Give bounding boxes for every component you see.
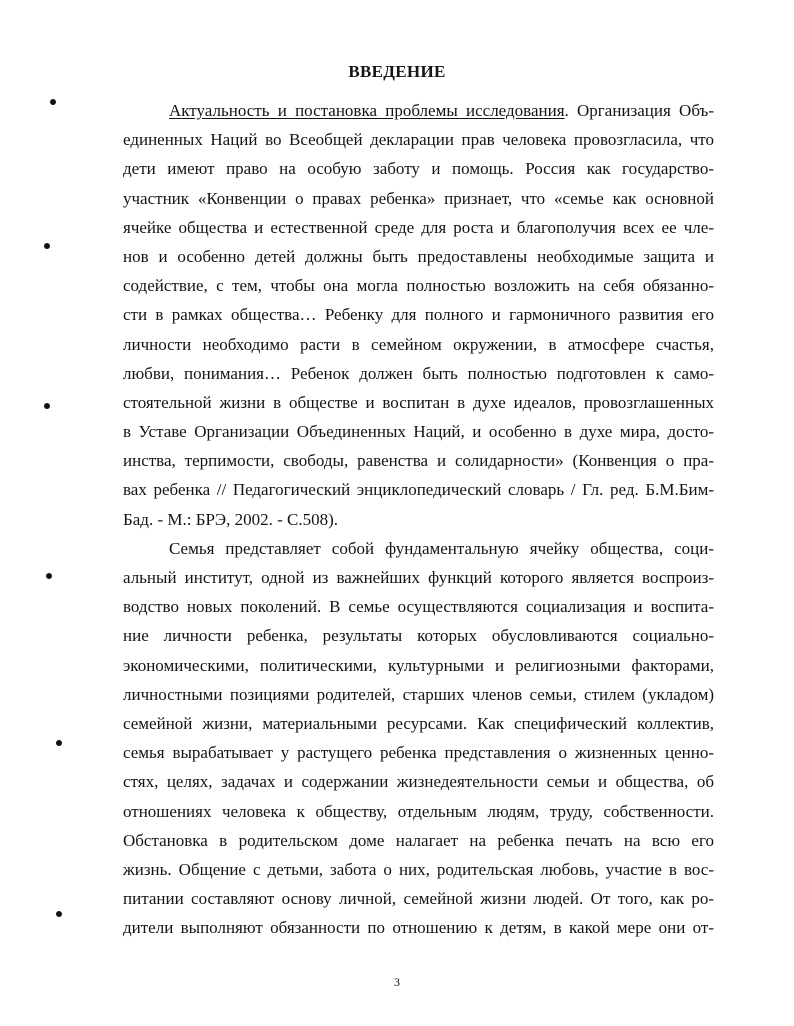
- margin-bullet-icon: [56, 911, 62, 917]
- margin-bullet-icon: [44, 243, 50, 249]
- paragraph-line: экономическими, политическими, культурными и религиозными факторами,: [123, 655, 714, 675]
- paragraph-line: любви, понимания… Ребенок должен быть полностью подготовлен к само-: [123, 363, 714, 383]
- paragraph-line: участник «Конвенции о правах ребенка» признает, что «семье как основной: [123, 188, 714, 208]
- paragraph-line: питании составляют основу личной, семейной жизни людей. От того, как ро-: [123, 889, 714, 909]
- paragraph-line: стоятельной жизни в обществе и воспитан в духе идеалов, провозглашенных: [123, 392, 714, 412]
- body-text: [123, 96, 714, 942]
- paragraph-line: Бад. - М.: БРЭ, 2002. - С.508).: [123, 509, 339, 529]
- margin-bullet-icon: [50, 99, 56, 105]
- paragraph-line: в Уставе Организации Объединенных Наций, и особенно в духе мира, досто-: [123, 422, 714, 442]
- margin-bullet-icon: [46, 573, 52, 579]
- paragraph-line: единенных Наций во Всеобщей декларации прав человека провозгласила, что: [123, 130, 714, 150]
- paragraph-line: Семья представляет собой фундаментальную ячейку общества, соци-: [169, 538, 714, 558]
- paragraph-line: Обстановка в родительском доме налагает на ребенка печать на всю его: [123, 830, 714, 850]
- paragraph-line: содействие, с тем, чтобы она могла полностью возложить на себя обязанно-: [123, 276, 714, 296]
- paragraph-line: ячейке общества и естественной среде для роста и благополучия всех ее чле-: [123, 217, 714, 237]
- paragraph-line: отношениях человека к обществу, отдельным людям, труду, собственности.: [123, 801, 714, 821]
- paragraph-line: дети имеют право на особую заботу и помощь. Россия как государство-: [123, 159, 714, 179]
- margin-bullet-icon: [44, 403, 50, 409]
- underlined-lead: Актуальность и постановка проблемы исследования: [169, 101, 565, 120]
- paragraph-line: альный институт, одной из важнейших функций которого является воспроиз-: [123, 568, 714, 587]
- page-number: 3: [394, 975, 400, 989]
- paragraph-line: Актуальность и постановка проблемы исследования. Организация Объ-: [169, 101, 714, 120]
- paragraph-line: вах ребенка // Педагогический энциклопедический словарь / Гл. ред. Б.М.Бим-: [123, 480, 714, 500]
- paragraph-line: инства, терпимости, свободы, равенства и солидарности» (Конвенция о пра-: [123, 451, 714, 471]
- paragraph-line: жизнь. Общение с детьми, забота о них, родительская любовь, участие в вос-: [123, 859, 714, 879]
- paragraph-line: личностными позициями родителей, старших членов семьи, стилем (укладом): [123, 684, 714, 704]
- paragraph-line: личности необходимо расти в семейном окружении, в атмосфере счастья,: [123, 334, 714, 354]
- paragraph-line: дители выполняют обязанности по отношению к детям, в какой мере они от-: [123, 918, 714, 938]
- paragraph-line: семейной жизни, материальными ресурсами. Как специфический коллектив,: [123, 713, 714, 733]
- paragraph-line: сти в рамках общества… Ребенку для полного и гармоничного развития его: [123, 305, 714, 325]
- paragraph-line: стях, целях, задачах и содержании жизнедеятельности семьи и общества, об: [123, 772, 714, 792]
- paragraph-line: ние личности ребенка, результаты которых обусловливаются социально-: [123, 626, 714, 646]
- paragraph-line: нов и особенно детей должны быть предоставлены необходимые защита и: [123, 246, 714, 266]
- margin-bullet-icon: [56, 740, 62, 746]
- paragraph-line: водство новых поколений. В семье осуществляются социализация и воспита-: [123, 597, 714, 617]
- paragraph-line: семья вырабатывает у растущего ребенка представления о жизненных ценно-: [123, 743, 714, 763]
- section-heading: ВВЕДЕНИЕ: [348, 62, 446, 81]
